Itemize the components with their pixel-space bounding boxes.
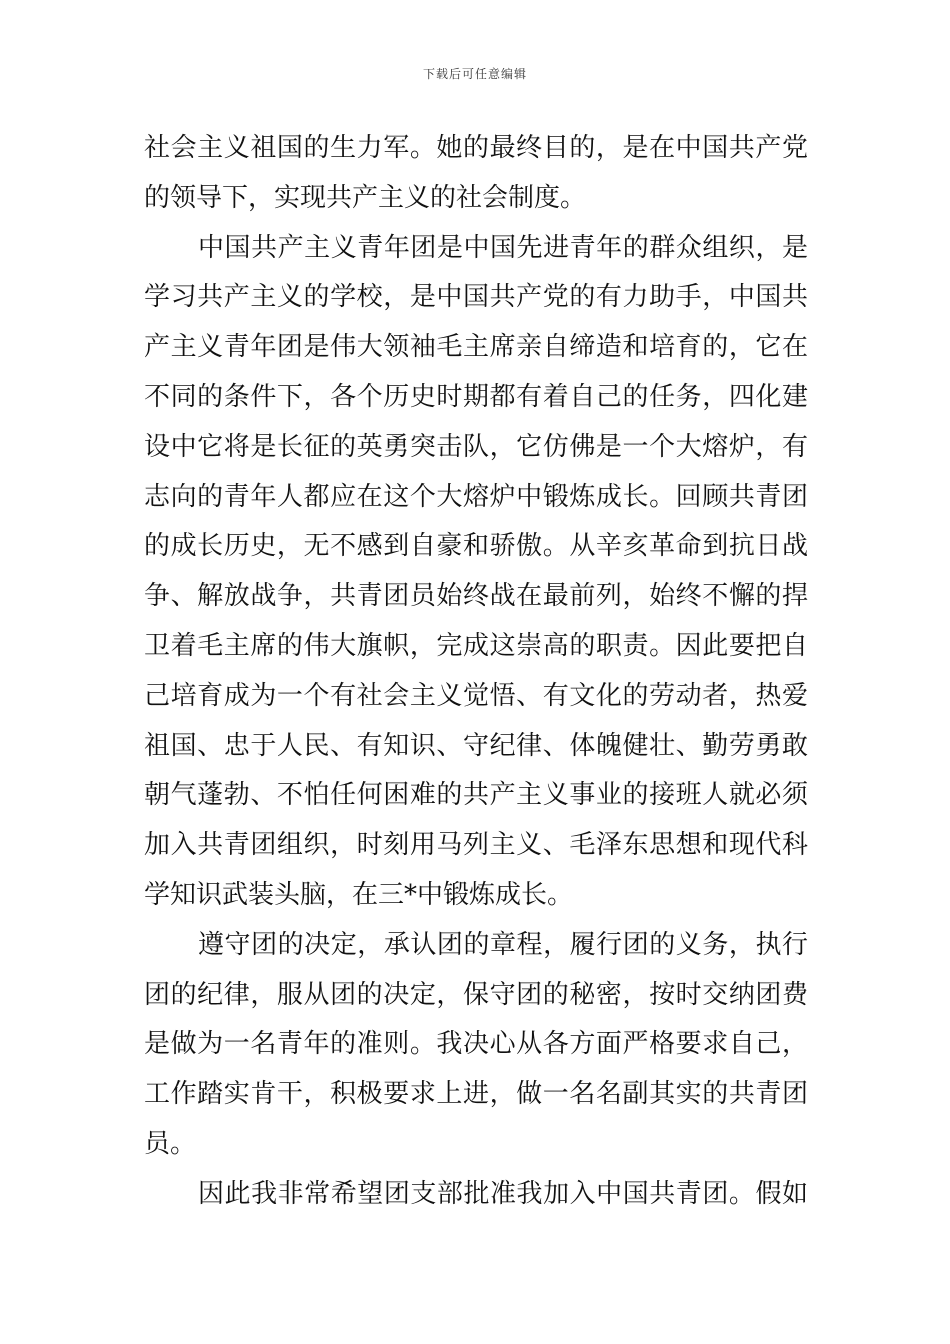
document-body [144, 124, 808, 1220]
text-line: 己培育成为一个有社会主义觉悟、有文化的劳动者，热爱 [144, 680, 808, 711]
text-line: 志向的青年人都应在这个大熔炉中锻炼成长。回顾共青团 [144, 481, 808, 512]
text-line: 朝气蓬勃、不怕任何困难的共产主义事业的接班人就必须 [144, 780, 808, 811]
text-line: 是做为一名青年的准则。我决心从各方面严格要求自己， [144, 1029, 808, 1060]
text-line: 的成长历史，无不感到自豪和骄傲。从辛亥革命到抗日战 [144, 531, 808, 562]
text-line: 遵守团的决定，承认团的章程，履行团的义务，执行 [198, 929, 808, 960]
text-line: 加入共青团组织，时刻用马列主义、毛泽东思想和现代科 [144, 830, 808, 861]
text-line: 工作踏实肯干，积极要求上进，做一名名副其实的共青团 [144, 1079, 808, 1110]
text-line: 团的纪律，服从团的决定，保守团的秘密，按时交纳团费 [144, 979, 808, 1010]
text-line: 卫着毛主席的伟大旗帜，完成这崇高的职责。因此要把自 [144, 630, 808, 661]
text-line: 社会主义祖国的生力军。她的最终目的，是在中国共产党 [144, 133, 808, 163]
text-line: 学习共产主义的学校，是中国共产党的有力助手，中国共 [144, 282, 808, 313]
text-line: 员。 [144, 1128, 197, 1159]
text-line: 祖国、忠于人民、有知识、守纪律、体魄健壮、勤劳勇敢 [144, 730, 808, 761]
text-line: 不同的条件下，各个历史时期都有着自己的任务，四化建 [144, 381, 808, 412]
paragraph [144, 921, 808, 1170]
paragraph [144, 1170, 808, 1220]
text-line: 的领导下，实现共产主义的社会制度。 [144, 182, 587, 213]
page-header: 下载后可任意编辑 [422, 67, 527, 81]
paragraph [144, 224, 808, 921]
text-line: 争、解放战争，共青团员始终战在最前列，始终不懈的捍 [144, 581, 808, 612]
text-line: 产主义青年团是伟大领袖毛主席亲自缔造和培育的，它在 [144, 332, 808, 363]
text-line: 中国共产主义青年团是中国先进青年的群众组织，是 [198, 232, 808, 263]
text-line: 因此我非常希望团支部批准我加入中国共青团。假如 [198, 1178, 808, 1209]
paragraph [144, 124, 808, 224]
text-line: 学知识武装头脑，在三*中锻炼成长。 [144, 879, 574, 910]
text-line: 设中它将是长征的英勇突击队，它仿佛是一个大熔炉，有 [144, 431, 808, 462]
